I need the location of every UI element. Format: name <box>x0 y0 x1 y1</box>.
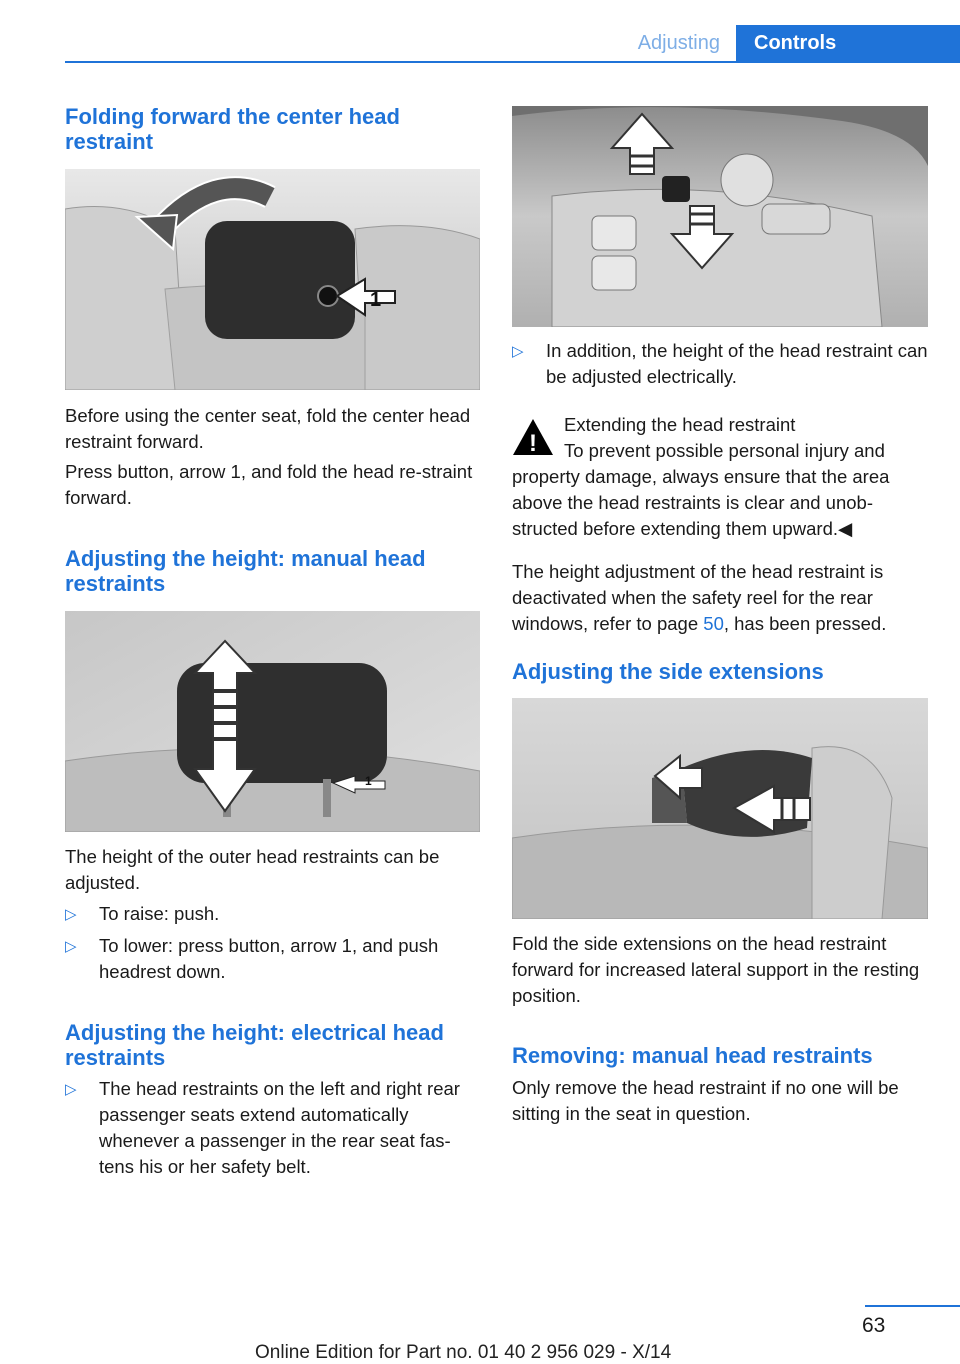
list-item <box>65 933 481 985</box>
page-number: 63 <box>862 1314 886 1337</box>
bullet-triangle-icon: ▷ <box>65 906 77 923</box>
list-item-text: In addition, the height of the head restraint can be adjusted electrically. <box>546 340 928 387</box>
para-deactivated-text-a: The height adjustment of the head restraint is deactivated when the safety reel for the rear windows, refer to page <box>512 561 884 634</box>
header-tab-controls: Controls <box>736 25 960 61</box>
warning-body: To prevent possible personal injury and property damage, always ensure that the area above the head restraints is clear and unob‐structed before extending them upward.◀ <box>512 440 890 539</box>
footer-rule <box>865 1305 960 1307</box>
figure-callout-1: 1 <box>370 289 382 311</box>
list-item <box>65 901 481 928</box>
warning-triangle-icon <box>512 418 554 456</box>
heading-manual-height: Adjusting the height: manual head restraints <box>65 546 426 596</box>
figure-electrical-switch <box>512 106 928 327</box>
para-press-button: Press button, arrow 1, and fold the head re‐straint forward. <box>65 461 473 508</box>
bullet-triangle-icon: ▷ <box>65 938 77 955</box>
heading-removing-manual: Removing: manual head restraints <box>512 1043 873 1068</box>
para-fold-side-extensions: Fold the side extensions on the head restraint forward for increased lateral support in the resting position. <box>512 933 920 1006</box>
para-only-remove: Only remove the head restraint if no one will be sitting in the seat in question. <box>512 1077 899 1124</box>
footer-edition: Online Edition for Part no. 01 40 2 956 029 - X/14 <box>255 1342 672 1363</box>
page-link-50[interactable]: 50 <box>703 613 724 634</box>
para-deactivated <box>512 559 928 637</box>
list-item <box>512 338 928 390</box>
heading-folding-forward: Folding forward the center head restraint <box>65 104 400 154</box>
warning-exclamation: ! <box>529 430 537 456</box>
list-item-text: The head restraints on the left and right rear passenger seats extend automatically whenever a passenger in the rear seat fas‐tens his or her safety belt. <box>99 1078 460 1177</box>
warning-title: Extending the head restraint <box>564 414 796 435</box>
bullet-triangle-icon: ▷ <box>512 343 524 360</box>
figure2-callout-1: 1 <box>365 774 372 788</box>
list-item <box>65 1076 481 1180</box>
heading-side-extensions: Adjusting the side extensions <box>512 659 824 684</box>
list-item-text: To lower: press button, arrow 1, and push headrest down. <box>99 935 439 982</box>
para-outer-height: The height of the outer head restraints can be adjusted. <box>65 846 440 893</box>
figure-side-extensions <box>512 698 928 919</box>
para-before-using: Before using the center seat, fold the center head restraint forward. <box>65 405 471 452</box>
header-section-label: Adjusting <box>637 31 720 54</box>
list-item-text: To raise: push. <box>99 903 220 924</box>
heading-electrical-height: Adjusting the height: electrical head restraints <box>65 1020 444 1070</box>
warning-block <box>512 412 928 542</box>
figure-manual-height <box>65 611 480 832</box>
para-deactivated-text-b: , has been pressed. <box>723 613 887 634</box>
bullet-triangle-icon: ▷ <box>65 1081 77 1098</box>
header-rule <box>65 61 960 63</box>
figure-fold-center-restraint <box>65 169 480 390</box>
